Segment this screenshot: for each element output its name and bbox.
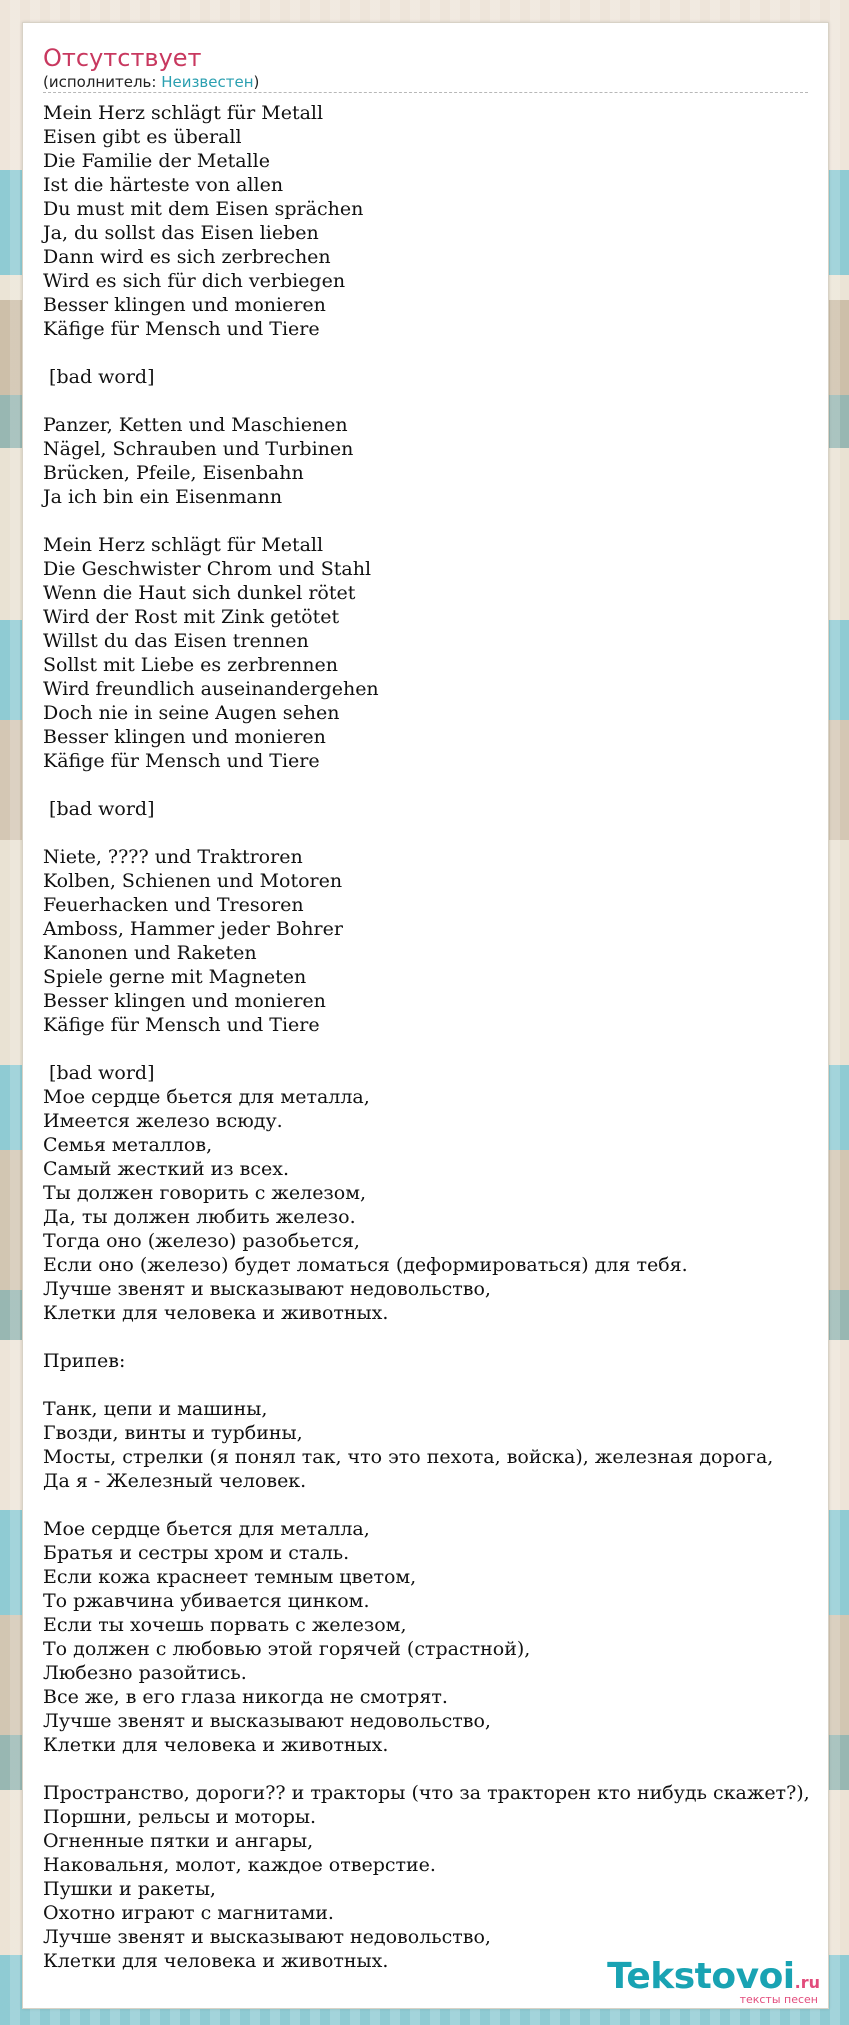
lyric-line: Самый жесткий из всех. [43, 1158, 289, 1180]
lyric-line: Willst du das Eisen trennen [43, 630, 309, 652]
lyric-line: Spiele gerne mit Magneten [43, 966, 307, 988]
lyric-line: Мое сердце бьется для металла, [43, 1086, 370, 1108]
artist-prefix: (исполнитель: [43, 73, 162, 91]
lyric-line: Wenn die Haut sich dunkel rötet [43, 582, 356, 604]
lyrics-card [22, 22, 829, 2009]
artist-line [43, 73, 808, 91]
lyric-line: То ржавчина убивается цинком. [43, 1590, 370, 1612]
lyric-line: Nägel, Schrauben und Turbinen [43, 438, 354, 460]
lyric-line: Братья и сестры хром и сталь. [43, 1542, 350, 1564]
lyric-line: Имеется железо всюду. [43, 1110, 283, 1132]
lyric-line: Kolben, Schienen und Motoren [43, 870, 343, 892]
lyric-line: Лучше звенят и высказывают недовольство, [43, 1926, 491, 1948]
lyric-blank-line [43, 821, 810, 845]
lyric-line: Ты должен говорить с железом, [43, 1182, 367, 1204]
logo-domain-suffix: .ru [794, 1973, 820, 1992]
lyric-line: Käfige für Mensch und Tiere [43, 318, 320, 340]
lyric-line: Припев: [43, 1350, 126, 1372]
lyric-line: Wird es sich für dich verbiegen [43, 270, 346, 292]
lyric-line: Огненные пятки и ангары, [43, 1830, 314, 1852]
lyric-blank-line [43, 341, 810, 365]
lyric-line: Doch nie in seine Augen sehen [43, 702, 340, 724]
lyric-line: Танк, цепи и машины, [43, 1398, 268, 1420]
lyric-line: Niete, ???? und Traktroren [43, 846, 303, 868]
artist-link[interactable]: Неизвестен [161, 73, 254, 91]
lyric-line: Eisen gibt es überall [43, 126, 242, 148]
lyric-blank-line [43, 1037, 810, 1061]
lyric-line: Любезно разойтись. [43, 1662, 247, 1684]
lyric-line: Du must mit dem Eisen sprächen [43, 198, 364, 220]
lyric-line: Лучше звенят и высказывают недовольство, [43, 1278, 491, 1300]
lyric-line: Besser klingen und monieren [43, 294, 326, 316]
lyric-line: [bad word] [43, 366, 155, 388]
lyric-line: Клетки для человека и животных. [43, 1734, 389, 1756]
lyric-line: Клетки для человека и животных. [43, 1302, 389, 1324]
lyric-blank-line [43, 1373, 810, 1397]
lyric-blank-line [43, 1325, 810, 1349]
lyric-blank-line [43, 1493, 810, 1517]
lyric-line: Если кожа краснеет темным цветом, [43, 1566, 417, 1588]
logo-tagline: тексты песен [739, 1993, 818, 2006]
lyric-line: Kanonen und Raketen [43, 942, 257, 964]
lyric-line: [bad word] [43, 798, 155, 820]
lyric-blank-line [43, 509, 810, 533]
lyric-line: Die Geschwister Chrom und Stahl [43, 558, 372, 580]
lyric-line: Ja ich bin ein Eisenmann [43, 486, 283, 508]
lyric-line: Wird der Rost mit Zink getötet [43, 606, 340, 628]
lyric-blank-line [43, 389, 810, 413]
lyric-line: Besser klingen und monieren [43, 726, 326, 748]
lyric-line: Wird freundlich auseinandergehen [43, 678, 379, 700]
lyric-line: Käfige für Mensch und Tiere [43, 750, 320, 772]
logo-wordmark: Tekstovoi [607, 1956, 795, 1997]
lyric-line: Мое сердце бьется для металла, [43, 1518, 370, 1540]
lyric-line: Наковальня, молот, каждое отверстие. [43, 1854, 436, 1876]
song-header [43, 43, 808, 93]
lyric-line: Käfige für Mensch und Tiere [43, 1014, 320, 1036]
site-logo[interactable] [607, 1958, 820, 2006]
lyric-line: Да, ты должен любить железо. [43, 1206, 356, 1228]
lyric-line: Да я - Железный человек. [43, 1470, 307, 1492]
lyric-line: Panzer, Ketten und Maschienen [43, 414, 348, 436]
lyric-line: [bad word] [43, 1062, 155, 1084]
lyric-line: Brücken, Pfeile, Eisenbahn [43, 462, 304, 484]
lyric-line: Mein Herz schlägt für Metall [43, 102, 324, 124]
lyric-line: Гвозди, винты и турбины, [43, 1422, 303, 1444]
lyric-line: Sollst mit Liebe es zerbrennen [43, 654, 339, 676]
lyric-line: Семья металлов, [43, 1134, 213, 1156]
lyric-line: Ist die härteste von allen [43, 174, 284, 196]
lyric-line: Пушки и ракеты, [43, 1878, 216, 1900]
lyric-line: То должен с любовью этой горячей (страстной), [43, 1638, 531, 1660]
artist-suffix: ) [253, 73, 260, 91]
lyric-line: Feuerhacken und Tresoren [43, 894, 304, 916]
lyric-line: Die Familie der Metalle [43, 150, 270, 172]
lyric-blank-line [43, 773, 810, 797]
lyric-blank-line [43, 1757, 810, 1781]
lyric-line: Ja, du sollst das Eisen lieben [43, 222, 319, 244]
lyric-line: Besser klingen und monieren [43, 990, 326, 1012]
lyric-line: Amboss, Hammer jeder Bohrer [43, 918, 343, 940]
lyric-line: Охотно играют с магнитами. [43, 1902, 334, 1924]
lyric-line: Пространство, дороги?? и тракторы (что за тракторен кто нибудь скажет?), [43, 1782, 810, 1804]
lyric-line: Лучше звенят и высказывают недовольство, [43, 1710, 491, 1732]
lyric-line: Поршни, рельсы и моторы. [43, 1806, 317, 1828]
lyric-line: Тогда оно (железо) разобьется, [43, 1230, 360, 1252]
lyric-line: Если оно (железо) будет ломаться (деформироваться) для тебя. [43, 1254, 688, 1276]
lyric-line: Если ты хочешь порвать с железом, [43, 1614, 407, 1636]
lyric-line: Все же, в его глаза никогда не смотрят. [43, 1686, 448, 1708]
lyric-line: Dann wird es sich zerbrechen [43, 246, 331, 268]
lyric-line: Клетки для человека и животных. [43, 1950, 389, 1972]
song-title: Отсутствует [43, 44, 202, 72]
lyrics-text [43, 101, 810, 1973]
lyric-line: Mein Herz schlägt für Metall [43, 534, 324, 556]
lyric-line: Мосты, стрелки (я понял так, что это пехота, войска), железная дорога, [43, 1446, 774, 1468]
